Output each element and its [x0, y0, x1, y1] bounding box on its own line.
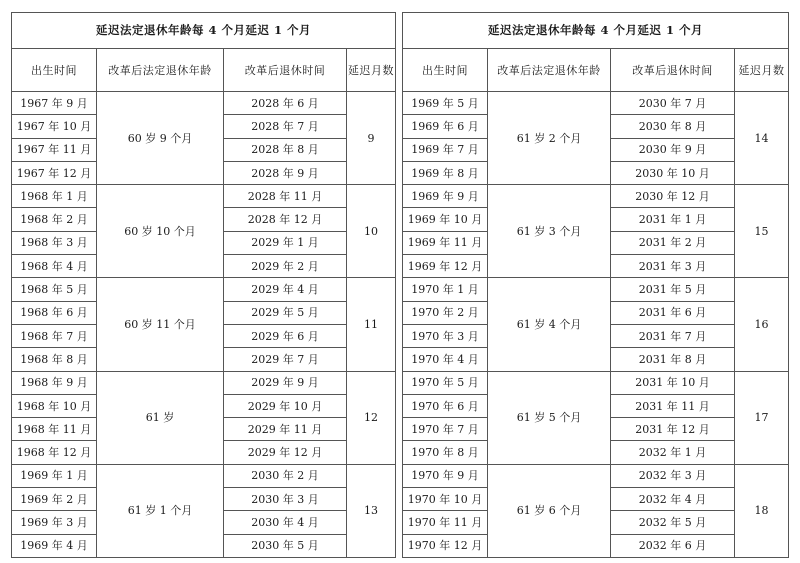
retirement-time-cell: 2031 年 3 月 [611, 255, 735, 278]
header-delay-months: 延迟月数 [347, 49, 396, 92]
header-delay-months: 延迟月数 [735, 49, 789, 92]
retirement-time-cell: 2029 年 5 月 [224, 301, 347, 324]
birth-time-cell: 1969 年 6 月 [403, 115, 488, 138]
birth-time-cell: 1970 年 3 月 [403, 324, 488, 347]
birth-time-cell: 1970 年 10 月 [403, 488, 488, 511]
retirement-time-cell: 2029 年 1 月 [224, 231, 347, 254]
table-row [12, 464, 396, 487]
retirement-time-cell: 2029 年 12 月 [224, 441, 347, 464]
retirement-age-cell: 60 岁 10 个月 [97, 185, 224, 278]
birth-time-cell: 1969 年 7 月 [403, 138, 488, 161]
delay-months-cell: 11 [347, 278, 396, 371]
retirement-age-cell: 61 岁 3 个月 [488, 185, 611, 278]
birth-time-cell: 1970 年 5 月 [403, 371, 488, 394]
retirement-time-cell: 2030 年 7 月 [611, 92, 735, 115]
delay-months-cell: 9 [347, 92, 396, 185]
retirement-time-cell: 2029 年 2 月 [224, 255, 347, 278]
delay-months-cell: 18 [735, 464, 789, 557]
retirement-time-cell: 2030 年 9 月 [611, 138, 735, 161]
retirement-time-cell: 2031 年 10 月 [611, 371, 735, 394]
retirement-time-cell: 2031 年 5 月 [611, 278, 735, 301]
retirement-time-cell: 2032 年 4 月 [611, 488, 735, 511]
birth-time-cell: 1969 年 10 月 [403, 208, 488, 231]
retirement-time-cell: 2031 年 8 月 [611, 348, 735, 371]
birth-time-cell: 1969 年 4 月 [12, 534, 97, 557]
retirement-time-cell: 2031 年 6 月 [611, 301, 735, 324]
retirement-time-cell: 2031 年 1 月 [611, 208, 735, 231]
birth-time-cell: 1970 年 1 月 [403, 278, 488, 301]
retirement-time-cell: 2030 年 8 月 [611, 115, 735, 138]
table-row [12, 278, 396, 301]
birth-time-cell: 1968 年 11 月 [12, 418, 97, 441]
delay-months-cell: 14 [735, 92, 789, 185]
retirement-time-cell: 2028 年 9 月 [224, 161, 347, 184]
birth-time-cell: 1969 年 9 月 [403, 185, 488, 208]
retirement-time-cell: 2030 年 4 月 [224, 511, 347, 534]
header-retirement-time: 改革后退休时间 [611, 49, 735, 92]
birth-time-cell: 1969 年 5 月 [403, 92, 488, 115]
header-legal-retirement-age: 改革后法定退休年龄 [488, 49, 611, 92]
table-row [403, 278, 789, 301]
retirement-age-cell: 61 岁 4 个月 [488, 278, 611, 371]
retirement-time-cell: 2030 年 2 月 [224, 464, 347, 487]
retirement-time-cell: 2028 年 8 月 [224, 138, 347, 161]
retirement-time-cell: 2032 年 6 月 [611, 534, 735, 557]
retirement-time-cell: 2032 年 1 月 [611, 441, 735, 464]
table-row [403, 92, 789, 115]
birth-time-cell: 1970 年 8 月 [403, 441, 488, 464]
table-title: 延迟法定退休年龄每 4 个月延迟 1 个月 [12, 13, 396, 49]
retirement-age-cell: 60 岁 11 个月 [97, 278, 224, 371]
retirement-age-cell: 61 岁 2 个月 [488, 92, 611, 185]
table-title-row [403, 13, 789, 49]
table-row [12, 92, 396, 115]
header-retirement-time: 改革后退休时间 [224, 49, 347, 92]
birth-time-cell: 1967 年 12 月 [12, 161, 97, 184]
birth-time-cell: 1969 年 12 月 [403, 255, 488, 278]
birth-time-cell: 1969 年 8 月 [403, 161, 488, 184]
birth-time-cell: 1969 年 11 月 [403, 231, 488, 254]
birth-time-cell: 1970 年 7 月 [403, 418, 488, 441]
retirement-time-cell: 2031 年 12 月 [611, 418, 735, 441]
birth-time-cell: 1970 年 11 月 [403, 511, 488, 534]
retirement-time-cell: 2030 年 3 月 [224, 488, 347, 511]
retirement-age-cell: 61 岁 5 个月 [488, 371, 611, 464]
retirement-time-cell: 2031 年 2 月 [611, 231, 735, 254]
retirement-time-cell: 2029 年 7 月 [224, 348, 347, 371]
table-row [12, 371, 396, 394]
birth-time-cell: 1969 年 3 月 [12, 511, 97, 534]
birth-time-cell: 1970 年 9 月 [403, 464, 488, 487]
retirement-tables [11, 12, 789, 558]
birth-time-cell: 1968 年 2 月 [12, 208, 97, 231]
birth-time-cell: 1970 年 2 月 [403, 301, 488, 324]
delay-months-cell: 15 [735, 185, 789, 278]
retirement-table-left [11, 12, 396, 558]
retirement-time-cell: 2031 年 7 月 [611, 324, 735, 347]
table-title-row [12, 13, 396, 49]
birth-time-cell: 1968 年 1 月 [12, 185, 97, 208]
table-row [12, 185, 396, 208]
retirement-time-cell: 2029 年 11 月 [224, 418, 347, 441]
header-birth-time: 出生时间 [12, 49, 97, 92]
retirement-time-cell: 2028 年 6 月 [224, 92, 347, 115]
retirement-time-cell: 2030 年 5 月 [224, 534, 347, 557]
header-legal-retirement-age: 改革后法定退休年龄 [97, 49, 224, 92]
birth-time-cell: 1967 年 10 月 [12, 115, 97, 138]
table-row [403, 464, 789, 487]
retirement-time-cell: 2028 年 12 月 [224, 208, 347, 231]
retirement-time-cell: 2032 年 5 月 [611, 511, 735, 534]
table-header-row [403, 49, 789, 92]
retirement-time-cell: 2029 年 9 月 [224, 371, 347, 394]
birth-time-cell: 1968 年 9 月 [12, 371, 97, 394]
birth-time-cell: 1970 年 4 月 [403, 348, 488, 371]
retirement-time-cell: 2029 年 6 月 [224, 324, 347, 347]
birth-time-cell: 1970 年 12 月 [403, 534, 488, 557]
table-title: 延迟法定退休年龄每 4 个月延迟 1 个月 [403, 13, 789, 49]
retirement-time-cell: 2032 年 3 月 [611, 464, 735, 487]
birth-time-cell: 1968 年 8 月 [12, 348, 97, 371]
birth-time-cell: 1968 年 7 月 [12, 324, 97, 347]
birth-time-cell: 1969 年 1 月 [12, 464, 97, 487]
retirement-time-cell: 2030 年 10 月 [611, 161, 735, 184]
delay-months-cell: 17 [735, 371, 789, 464]
birth-time-cell: 1968 年 4 月 [12, 255, 97, 278]
retirement-age-cell: 61 岁 1 个月 [97, 464, 224, 557]
delay-months-cell: 16 [735, 278, 789, 371]
retirement-age-cell: 61 岁 [97, 371, 224, 464]
retirement-time-cell: 2031 年 11 月 [611, 394, 735, 417]
birth-time-cell: 1969 年 2 月 [12, 488, 97, 511]
delay-months-cell: 12 [347, 371, 396, 464]
birth-time-cell: 1968 年 6 月 [12, 301, 97, 324]
retirement-age-cell: 60 岁 9 个月 [97, 92, 224, 185]
retirement-time-cell: 2028 年 7 月 [224, 115, 347, 138]
birth-time-cell: 1970 年 6 月 [403, 394, 488, 417]
table-row [403, 371, 789, 394]
birth-time-cell: 1968 年 5 月 [12, 278, 97, 301]
birth-time-cell: 1968 年 12 月 [12, 441, 97, 464]
retirement-time-cell: 2028 年 11 月 [224, 185, 347, 208]
header-birth-time: 出生时间 [403, 49, 488, 92]
retirement-time-cell: 2030 年 12 月 [611, 185, 735, 208]
table-row [403, 185, 789, 208]
retirement-time-cell: 2029 年 4 月 [224, 278, 347, 301]
retirement-age-cell: 61 岁 6 个月 [488, 464, 611, 557]
birth-time-cell: 1967 年 9 月 [12, 92, 97, 115]
retirement-table-right [402, 12, 789, 558]
table-header-row [12, 49, 396, 92]
delay-months-cell: 13 [347, 464, 396, 557]
birth-time-cell: 1967 年 11 月 [12, 138, 97, 161]
retirement-time-cell: 2029 年 10 月 [224, 394, 347, 417]
birth-time-cell: 1968 年 3 月 [12, 231, 97, 254]
birth-time-cell: 1968 年 10 月 [12, 394, 97, 417]
delay-months-cell: 10 [347, 185, 396, 278]
